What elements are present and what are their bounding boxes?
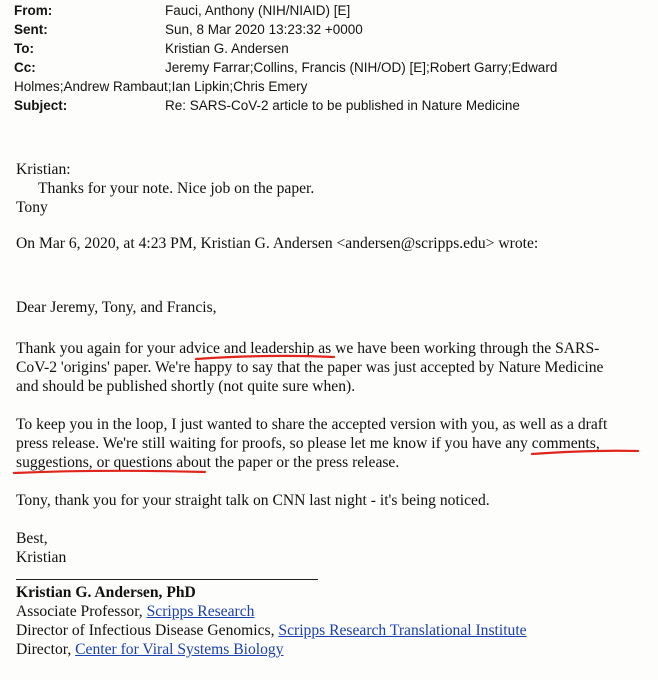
sent-label: Sent: bbox=[14, 22, 48, 37]
closing: Best, bbox=[16, 530, 48, 547]
red-underline-suggestions-questions bbox=[14, 471, 205, 473]
red-underline-any-comments bbox=[532, 451, 638, 454]
from-label: From: bbox=[14, 3, 53, 18]
cc-value-line1: Jeremy Farrar;Collins, Francis (NIH/OD) [E];Robert Garry;Edward bbox=[165, 60, 558, 75]
title2-prefix: Director of Infectious Disease Genomics, bbox=[16, 622, 279, 639]
paragraph1-line3: and should be published shortly (not quite sure when). bbox=[16, 378, 356, 395]
to-value: Kristian G. Andersen bbox=[165, 41, 289, 56]
p1-text-a: Thank you again for your bbox=[16, 340, 180, 357]
closing-name: Kristian bbox=[16, 549, 67, 566]
signature-name: Kristian G. Andersen, PhD bbox=[16, 584, 196, 601]
from-value: Fauci, Anthony (NIH/NIAID) [E] bbox=[165, 3, 351, 18]
title1-prefix: Associate Professor, bbox=[16, 603, 147, 620]
highlight-any-comments: any comments, bbox=[505, 435, 600, 452]
translational-institute-link[interactable]: Scripps Research Translational Institute bbox=[278, 622, 527, 639]
red-underline-advice-leadership bbox=[196, 356, 334, 359]
reply-greeting: Kristian: bbox=[16, 161, 71, 178]
paragraph3: Tony, thank you for your straight talk on CNN last night - it's being noticed. bbox=[16, 492, 490, 509]
title3-prefix: Director, bbox=[16, 641, 76, 658]
reply-signoff: Tony bbox=[16, 199, 48, 216]
to-label: To: bbox=[14, 41, 34, 56]
paragraph1-line2: CoV-2 'origins' paper. We're happy to say that the paper was just accepted by Nature Medicine bbox=[16, 359, 604, 376]
highlight-advice-leadership: advice and leadership bbox=[179, 340, 315, 357]
p2-text-a: press release. We're still waiting for proofs, so please let me know if you have bbox=[16, 435, 506, 452]
quote-header: On Mar 6, 2020, at 4:23 PM, Kristian G. Andersen <andersen@scripps.edu> wrote: bbox=[16, 235, 539, 252]
subject-label: Subject: bbox=[14, 98, 68, 113]
p2-text-b: about the paper or the press release. bbox=[172, 454, 400, 471]
cc-value-line2: Holmes;Andrew Rambaut;Ian Lipkin;Chris Emery bbox=[14, 79, 308, 94]
highlight-suggestions-questions: suggestions, or questions bbox=[16, 454, 173, 471]
salutation: Dear Jeremy, Tony, and Francis, bbox=[16, 299, 217, 316]
paragraph2-line1: To keep you in the loop, I just wanted to share the accepted version with you, as well as a draft bbox=[16, 416, 608, 433]
sent-value: Sun, 8 Mar 2020 13:23:32 +0000 bbox=[165, 22, 363, 37]
p1-text-b: as we have been working through the SARS- bbox=[314, 340, 600, 357]
scripps-research-link[interactable]: Scripps Research bbox=[146, 603, 255, 620]
viral-systems-biology-link[interactable]: Center for Viral Systems Biology bbox=[75, 641, 284, 658]
subject-value: Re: SARS-CoV-2 article to be published in Nature Medicine bbox=[165, 98, 520, 113]
cc-label: Cc: bbox=[14, 60, 36, 75]
reply-body: Thanks for your note. Nice job on the paper. bbox=[38, 180, 315, 197]
